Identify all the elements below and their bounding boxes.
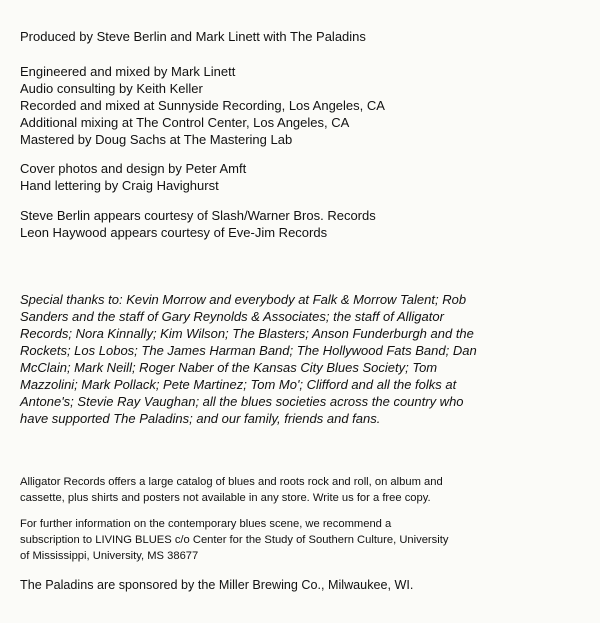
- special-thanks-line: McClain; Mark Neill; Roger Naber of the Kansas City Blues Society; Tom: [20, 360, 438, 375]
- engineering-credit: Audio consulting by Keith Keller: [20, 81, 203, 96]
- special-thanks-line: Rockets; Los Lobos; The James Harman Band; The Hollywood Fats Band; Dan: [20, 343, 477, 358]
- production-credit: Produced by Steve Berlin and Mark Linett with The Paladins: [20, 29, 366, 44]
- special-thanks-line: Sanders and the staff of Gary Reynolds & Associates; the staff of Alligator: [20, 309, 444, 324]
- design-credit: Cover photos and design by Peter Amft: [20, 161, 247, 176]
- special-thanks-line: have supported The Paladins; and our family, friends and fans.: [20, 411, 381, 426]
- engineering-credit: Recorded and mixed at Sunnyside Recording, Los Angeles, CA: [20, 98, 385, 113]
- engineering-credit: Additional mixing at The Control Center, Los Angeles, CA: [20, 115, 350, 130]
- special-thanks-line: Antone's; Stevie Ray Vaughan; all the blues societies across the country who: [20, 394, 464, 409]
- special-thanks-line: Mazzolini; Mark Pollack; Pete Martinez; Tom Mo'; Clifford and all the folks at: [20, 377, 457, 392]
- appearance-credit: Leon Haywood appears courtesy of Eve-Jim Records: [20, 225, 328, 240]
- blues-info-line: subscription to LIVING BLUES c/o Center for the Study of Southern Culture, University: [20, 534, 449, 546]
- blues-info-line: of Mississippi, University, MS 38677: [20, 550, 199, 562]
- engineering-credit: Mastered by Doug Sachs at The Mastering Lab: [20, 132, 293, 147]
- catalog-note-line: Alligator Records offers a large catalog of blues and roots rock and roll, on album and: [20, 476, 443, 488]
- blues-info-line: For further information on the contemporary blues scene, we recommend a: [20, 518, 392, 530]
- catalog-note-line: cassette, plus shirts and posters not available in any store. Write us for a free copy.: [20, 492, 431, 504]
- engineering-credit: Engineered and mixed by Mark Linett: [20, 64, 236, 79]
- special-thanks-line: Special thanks to: Kevin Morrow and everybody at Falk & Morrow Talent; Rob: [20, 292, 467, 307]
- design-credit: Hand lettering by Craig Havighurst: [20, 178, 219, 193]
- appearance-credit: Steve Berlin appears courtesy of Slash/Warner Bros. Records: [20, 208, 376, 223]
- special-thanks-line: Records; Nora Kinnally; Kim Wilson; The Blasters; Anson Funderburgh and the: [20, 326, 474, 341]
- sponsor-note: The Paladins are sponsored by the Miller Brewing Co., Milwaukee, WI.: [20, 578, 414, 592]
